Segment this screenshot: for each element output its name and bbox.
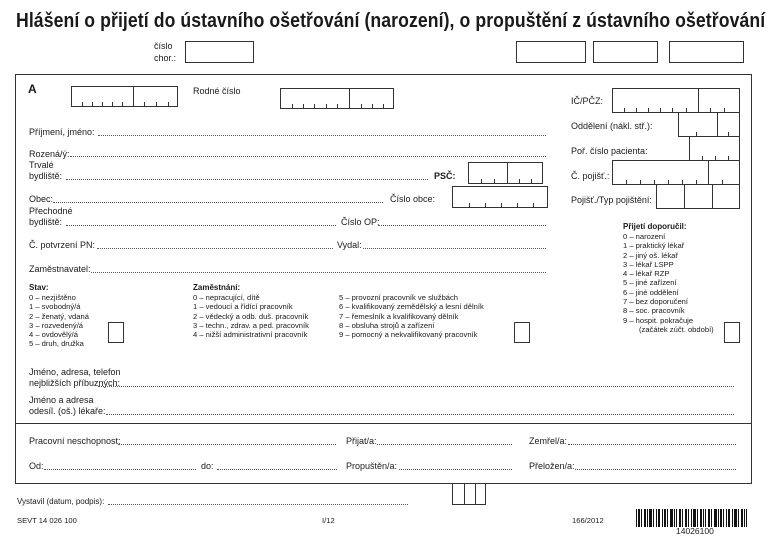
zamestnani-item: 6 – kvalifikovaný zemědělský a lesní dělník xyxy=(339,302,484,312)
barcode xyxy=(636,509,748,527)
prijat-label: Přijat/a: xyxy=(346,436,377,446)
prijeti-item: 0 – narození xyxy=(623,232,666,241)
od-field[interactable] xyxy=(44,469,196,470)
prechodne-label-1: Přechodné xyxy=(29,206,73,216)
zamestnani-item: 9 – pomocný a nekvalifikovaný pracovník xyxy=(339,330,478,340)
vydal-label: Vydal: xyxy=(337,240,362,250)
zamestnani-item: 8 – obsluha strojů a zařízení xyxy=(339,320,435,330)
psc-label: PSČ: xyxy=(434,171,456,181)
zamestnavatel-label: Zaměstnavatel: xyxy=(29,264,91,274)
prijeti-code-box[interactable] xyxy=(724,322,740,343)
prijeti-heading: Přijetí doporučil: xyxy=(623,222,687,231)
prijeti-item: (začátek zúčt. období) xyxy=(639,324,714,334)
zamestnani-heading: Zaměstnání: xyxy=(193,283,241,292)
prijeti-item: 1 – praktický lékař xyxy=(623,241,685,251)
prijmeni-label: Příjmení, jméno: xyxy=(29,127,95,137)
stav-item: 4 – ovdovělý/á xyxy=(29,330,78,340)
page-code: I/12 xyxy=(322,516,335,525)
prijeti-list xyxy=(623,232,714,334)
vystavil-field[interactable] xyxy=(108,504,408,505)
vystavil-box[interactable] xyxy=(452,484,486,505)
cislo-chor-label-2: chor.: xyxy=(154,53,177,63)
rozena-label: Rozená/ý: xyxy=(29,149,70,159)
trvale-label-1: Trvalé xyxy=(29,160,54,170)
trvale-field[interactable] xyxy=(66,179,428,180)
cislo-op-label: Číslo OP: xyxy=(341,217,380,227)
cislo-op-field[interactable] xyxy=(378,225,546,226)
potvrzeni-pn-label: Č. potvrzení PN: xyxy=(29,240,96,250)
prelozen-field[interactable] xyxy=(575,469,736,470)
cislo-obce-label: Číslo obce: xyxy=(390,194,436,204)
vydal-field[interactable] xyxy=(363,248,546,249)
zamestnani-list-2 xyxy=(339,293,484,339)
propusten-label: Propuštěn/a: xyxy=(346,461,398,471)
psc-box[interactable] xyxy=(468,162,543,184)
zamestnani-item: 0 – nepracující, dítě xyxy=(193,293,260,302)
rozena-field[interactable] xyxy=(70,156,546,157)
top-box-3[interactable] xyxy=(669,41,744,63)
pracovni-field[interactable] xyxy=(118,444,336,445)
stav-item: 1 – svobodný/á xyxy=(29,302,81,312)
zamestnani-item: 1 – vedoucí a řídící pracovník xyxy=(193,302,293,312)
section-a-letter: A xyxy=(28,82,37,96)
stav-item: 5 – druh, družka xyxy=(29,339,84,349)
zemrel-field[interactable] xyxy=(568,444,736,445)
stav-heading: Stav: xyxy=(29,283,49,292)
vystavil-label: Vystavil (datum, podpis): xyxy=(17,497,105,506)
zamestnani-item: 3 – techn., zdrav. a ped. pracovník xyxy=(193,320,309,330)
ic-pcz-label: IČ/PČZ: xyxy=(571,96,604,106)
rodne-cislo-box-1[interactable] xyxy=(71,86,178,107)
prijat-field[interactable] xyxy=(377,444,512,445)
rodne-cislo-box-2[interactable] xyxy=(280,88,394,109)
prijeti-item: 9 – hospit. pokračuje xyxy=(623,315,694,325)
zamestnani-item: 4 – nižší administrativní pracovník xyxy=(193,330,308,340)
cislo-chor-input[interactable] xyxy=(185,41,254,63)
jmeno-label-1: Jméno, adresa, telefon xyxy=(29,367,121,377)
prijeti-item: 7 – bez doporučení xyxy=(623,297,689,307)
barcode-bars xyxy=(636,509,748,527)
obec-label: Obec: xyxy=(29,194,54,204)
zamestnani-item: 7 – řemeslník a kvalifikovaný dělník xyxy=(339,311,459,321)
lekar-label-1: Jméno a adresa xyxy=(29,395,94,405)
zamestnani-item: 5 – provozní pracovník ve službách xyxy=(339,293,459,302)
top-box-1[interactable] xyxy=(516,41,586,63)
do-field[interactable] xyxy=(217,469,337,470)
zamestnani-item: 2 – vědecký a odb. duš. pracovník xyxy=(193,311,309,321)
year-code: 166/2012 xyxy=(572,516,604,525)
obec-field[interactable] xyxy=(53,202,383,203)
sevt-code: SEVT 14 026 100 xyxy=(17,516,77,525)
prijeti-item: 8 – soc. pracovník xyxy=(623,306,685,316)
form-title: Hlášení o přijetí do ústavního ošetřování (narození), o propuštění z ústavního ošetřování xyxy=(16,9,766,32)
rodne-cislo-label: Rodné číslo xyxy=(193,86,241,96)
cislo-chor-label-1: číslo xyxy=(154,41,173,51)
stav-list xyxy=(29,293,89,349)
propusten-field[interactable] xyxy=(399,469,512,470)
prelozen-label: Přeložen/a: xyxy=(529,461,575,471)
c-pojist-label: Č. pojišť.: xyxy=(571,171,610,181)
top-box-2[interactable] xyxy=(593,41,658,63)
jmeno-field[interactable] xyxy=(98,386,734,387)
cislo-obce-box[interactable] xyxy=(452,186,548,208)
lekar-label-2: odesíl. (oš.) lékaře: xyxy=(29,406,106,416)
zemrel-label: Zemřel/a: xyxy=(529,436,568,446)
od-label: Od: xyxy=(29,461,44,471)
zamestnani-list-1 xyxy=(193,293,309,339)
prijeti-item: 2 – jiný oš. lékař xyxy=(623,250,678,260)
bottom-frame xyxy=(15,424,752,484)
right-fields-grid[interactable] xyxy=(612,88,740,211)
prechodne-field[interactable] xyxy=(66,225,336,226)
prijeti-item: 3 – lékař LSPP xyxy=(623,259,674,269)
trvale-label-2: bydliště: xyxy=(29,171,63,181)
barcode-number: 14026100 xyxy=(676,526,714,536)
lekar-field[interactable] xyxy=(106,414,734,415)
pojist-typ-label: Pojišť./Typ pojištění: xyxy=(571,195,652,205)
prechodne-label-2: bydliště: xyxy=(29,217,63,227)
prijmeni-field[interactable] xyxy=(98,135,546,136)
stav-code-box[interactable] xyxy=(108,322,124,343)
oddeleni-label: Oddělení (nákl. stř.): xyxy=(571,121,653,131)
potvrzeni-pn-field[interactable] xyxy=(97,248,333,249)
zamestnavatel-field[interactable] xyxy=(91,272,546,273)
jmeno-label-2: nejbližších příbuzných: xyxy=(29,378,121,388)
por-cislo-label: Poř. číslo pacienta: xyxy=(571,146,648,156)
stav-item: 0 – nezjištěno xyxy=(29,293,76,302)
pracovni-label: Pracovní neschopnost: xyxy=(29,436,121,446)
do-label: do: xyxy=(201,461,214,471)
stav-item: 2 – ženatý, vdaná xyxy=(29,311,89,321)
prijeti-item: 6 – jiné oddělení xyxy=(623,287,679,297)
prijeti-item: 5 – jiné zařízení xyxy=(623,278,677,288)
prijeti-item: 4 – lékař RZP xyxy=(623,269,670,279)
zamestnani-code-box[interactable] xyxy=(514,322,530,343)
stav-item: 3 – rozvedený/á xyxy=(29,320,84,330)
